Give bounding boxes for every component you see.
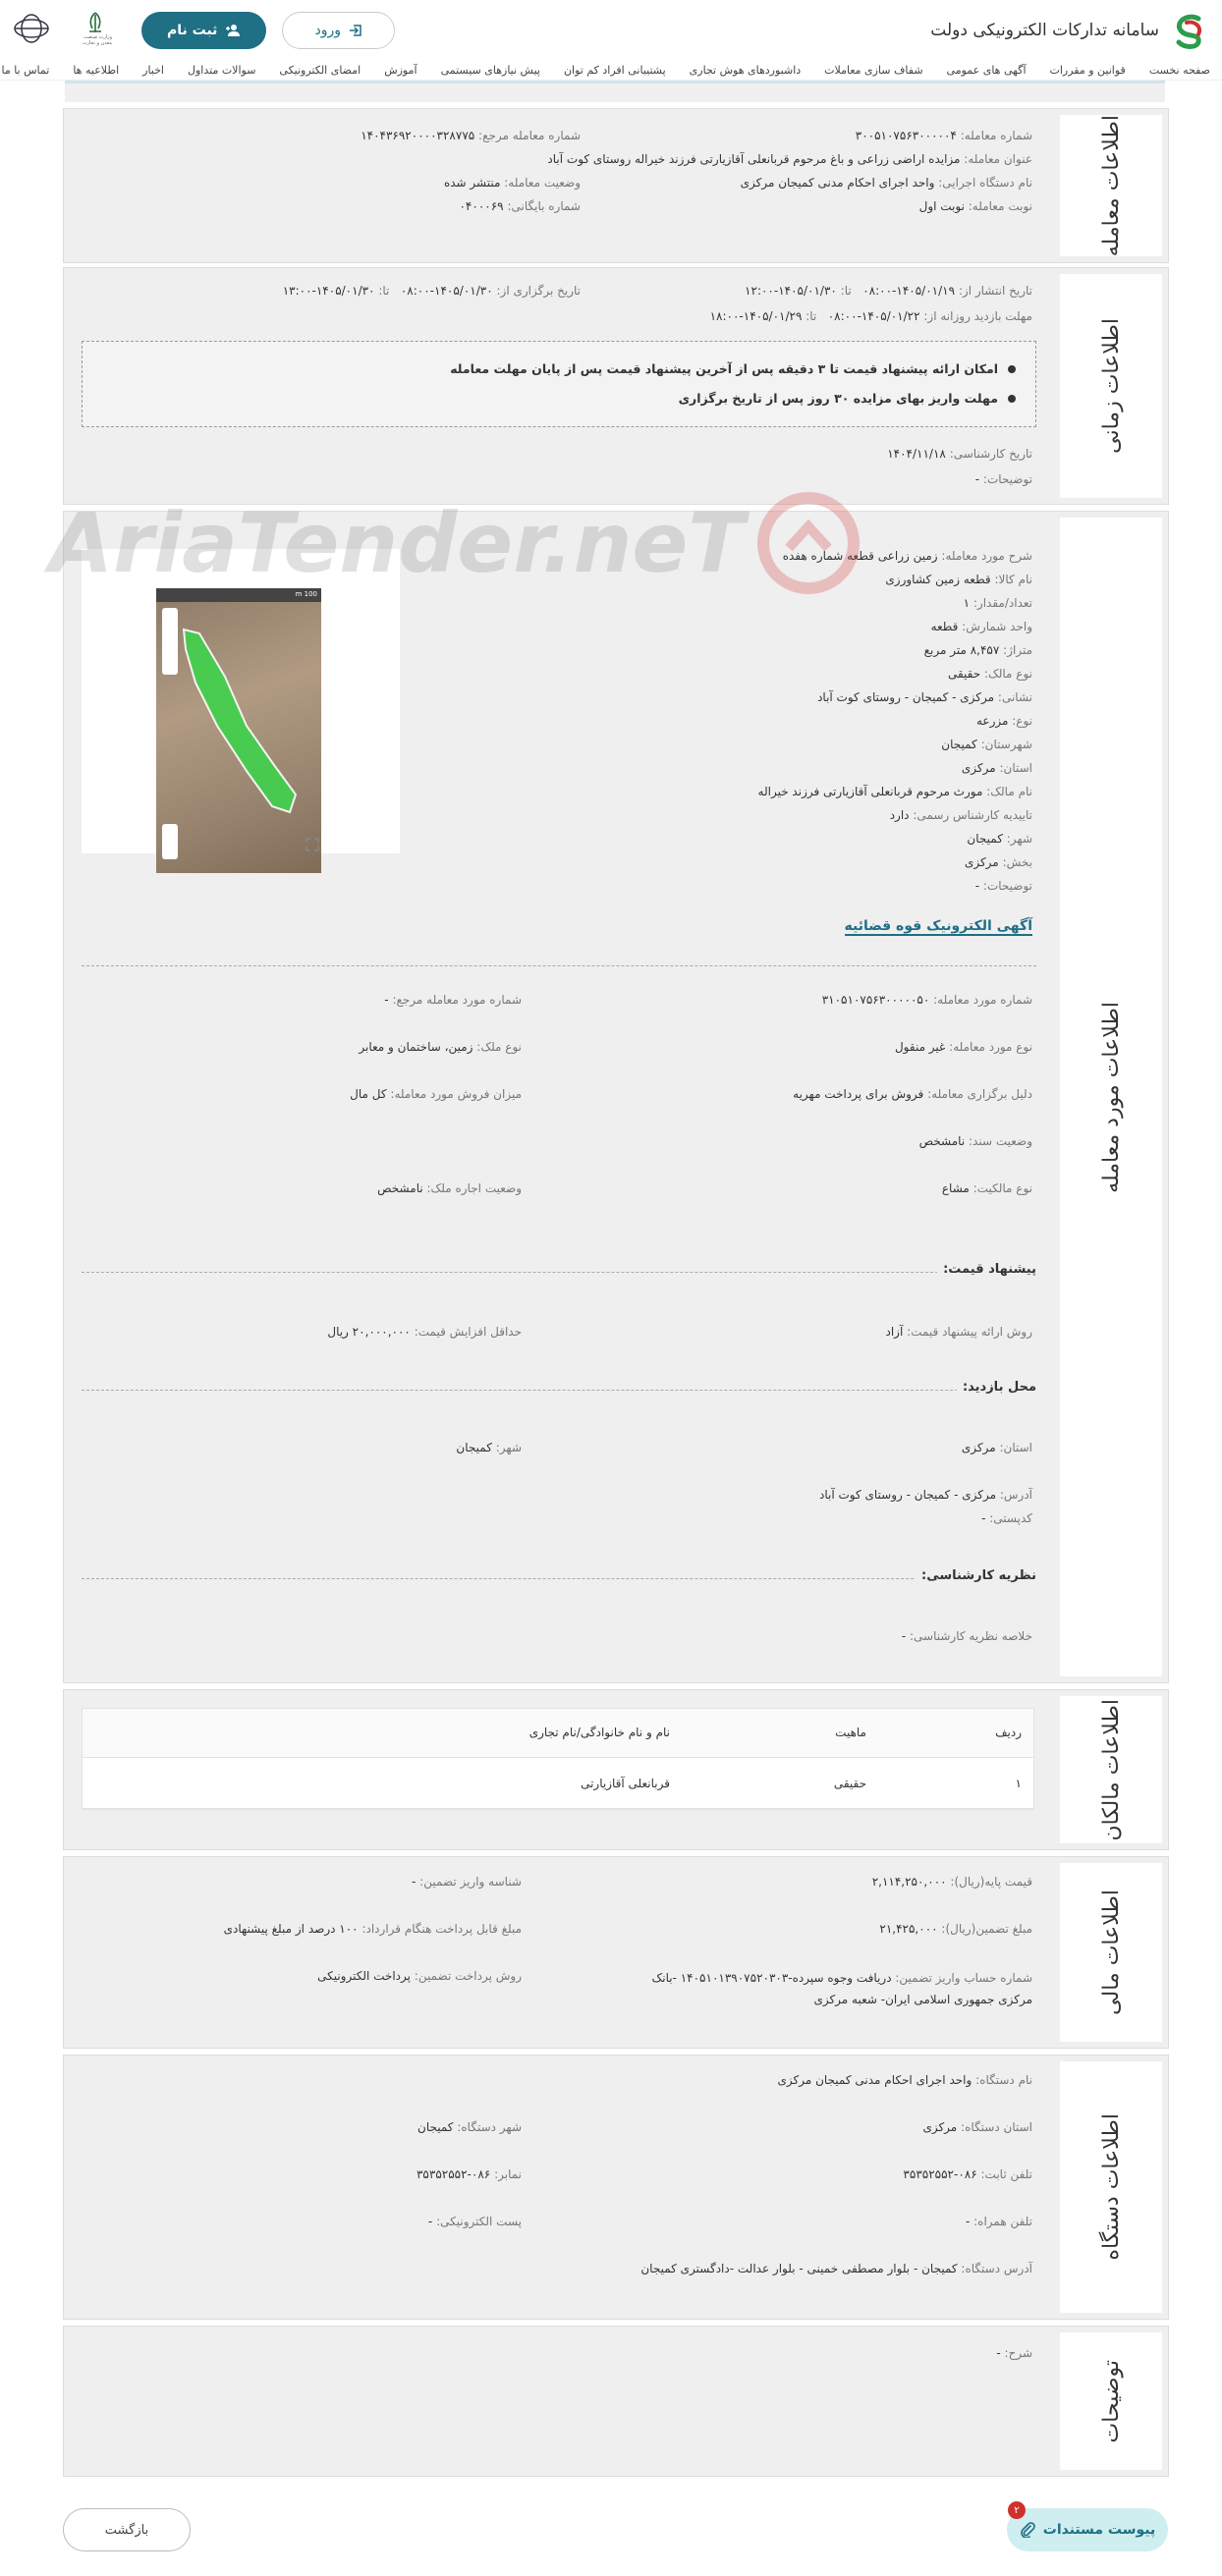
- deal-ref-number: ۱۴۰۴۳۶۹۲۰۰۰۰۳۲۸۷۷۵: [361, 129, 475, 142]
- time-info-panel: اطلاعات زمانی تاریخ انتشار از: ۱۴۰۵/۰۱/۱۹-۰۸:۰۰ تا: ۱۴۰۵/۰۱/۳۰-۱۲:۰۰ تاریخ برگزاری از: ۱۴۰۵/۰۱/۳۰-۰۸:۰۰ تا: ۱۴۰۵/۰۱/۳۰-۱۳:۰۰ مهلت بازدید روزانه از: ۱۴۰۵/۰۱/۲۲-۰۸:۰۰ تا: ۱۴۰۵/۰۱/۲۹-۱۸:۰۰ امکان ارائه پیشنهاد قیمت تا ۳ دقیقه پس از آخرین پیشنهاد قیمت پس از پایان مهلت معامله مهلت واریز بهای مزایده ۳۰ روز پس از تاریخ برگزاری تاریخ کارشناسی: ۱۴۰۴/۱۱/۱۸ توضیحات: -: [63, 267, 1169, 505]
- visit-section-title: محل بازدید:: [957, 1380, 1036, 1395]
- site-title: سامانه تدارکات الکترونیکی دولت: [930, 21, 1159, 40]
- item-type: مزرعه: [975, 714, 1009, 728]
- divider: [82, 1272, 1036, 1273]
- agency-name: واحد اجرای احکام مدنی کمیجان مرکزی: [777, 2073, 972, 2087]
- divider: [82, 965, 1036, 966]
- guarantee-account: دریافت وجوه سپرده-۱۴۰۵۱۰۱۳۹۰۷۵۲۰۳۰۳ -بانک مرکزی جمهوری اسلامی ایران- شعبه مرکزی: [651, 1971, 1032, 2006]
- main-nav: [0, 61, 1222, 81]
- back-button[interactable]: بازگشت: [63, 2508, 191, 2551]
- parcel-polygon-icon: [156, 588, 321, 873]
- panel-title: توضیحات: [1060, 2327, 1168, 2476]
- site-logo-icon: [1169, 11, 1210, 50]
- deal-reason: فروش برای پرداخت مهریه: [793, 1087, 924, 1101]
- nav-item[interactable]: آگهی های عمومی: [946, 64, 1027, 77]
- finance-panel: اطلاعات مالی قیمت پایه(ریال): ۲,۱۱۴,۲۵۰,۰۰۰ شناسه واریز تضمین: - مبلغ تضمین(ریال): ۲۱,۴۲۵,۰۰۰ مبلغ قابل پرداخت هنگام قرارداد: ۱۰۰ درصد از مبلغ پیشنهادی شماره حساب واریز تضمین: دریافت وجوه سپرده-۱۴۰۵۱۰۱۳۹۰۷۵۲۰۳۰۳ -بانک مرکزی جمهوری اسلامی ایران- شعبه مرکزی روش پرداخت تضمین: پرداخت الکترونیکی: [63, 1856, 1169, 2049]
- hold-from: ۱۴۰۵/۰۱/۳۰-۰۸:۰۰: [400, 284, 493, 298]
- agency-panel: اطلاعات دستگاه نام دستگاه: واحد اجرای احکام مدنی کمیجان مرکزی استان دستگاه: مرکزی شهر دستگاه: کمیجان تلفن ثابت: ۰۸۶-۳۵۳۵۲۵۵۲ نمابر: ۰۸۶-۳۵۳۵۲۵۵۲ تلفن همراه: - پست الکترونیکی: - آدرس دستگاه: کمیجان - بلوار مصطفی خمینی - بلوار عدالت -دادگستری کمیجان: [63, 2055, 1169, 2320]
- panel-title: اطلاعات زمانی: [1060, 268, 1168, 504]
- item-address: مرکزی - کمیجان - روستای کوت آباد: [817, 690, 995, 704]
- notes-box: [82, 341, 1036, 427]
- auth-buttons: [141, 12, 395, 49]
- item-info-panel: اطلاعات مورد معامله 100 m شرح مورد معامله: زمین زراعی قطعه شماره هفده نام کالا: قطعه زمین کشاورزی تعداد/مقدار: ۱ واحد شمارش: قطعه متراژ: ۸,۴۵۷ متر مربع نوع مالک: حقیقی نشانی: مرکزی - کمیجان - روستای کوت آباد نوع: مزرعه شهرستان: کمیجان استان: مرکزی نام مالک: مورث مرحوم قربانعلی آقازیارتی فرزند خیراله تاییدیه کارشناس رسمی: دارد شهر: کمیجان بخش: مرکزی توضیحات: - آگهی الکترونیک قوه قضائیه شماره مورد معامله: ۳۱۰۵۱۰۷۵۶۳۰۰۰۰۰۵۰ شماره مورد معامله مرجع: - نوع مورد معامله: غیر منقول نوع ملک: زمین، ساختمان و معابر دلیل برگزاری معامله: فروش برای پرداخت مهریه میزان فروش مورد معامله: کل مال وضعیت سند: نامشخص نوع مالکیت: مشاع وضعیت اجاره ملک: نامشخص پیشنهاد قیمت: روش ارائه پیشنهاد قیمت: آزاد حداقل افزایش قیمت: ۲۰,۰۰۰,۰۰۰ ریال محل بازدید: استان: مرکزی شهر: کمیجان آدرس: مرکزی - کمیجان - روستای کوت آباد کدپستی: - نظریه کارشناسی: خلاصه نظریه کارشناسی: -: [63, 511, 1169, 1683]
- satellite-map[interactable]: [156, 588, 321, 873]
- min-increase: ۲۰,۰۰۰,۰۰۰ ریال: [327, 1325, 411, 1339]
- table-header: [83, 1709, 1033, 1758]
- agency-fax: ۰۸۶-۳۵۳۵۲۵۵۲: [416, 2167, 491, 2181]
- deal-turn: نوبت اول: [918, 199, 965, 213]
- bid-method: آزاد: [885, 1325, 904, 1339]
- price-section-title: پیشنهاد قیمت:: [937, 1262, 1036, 1277]
- ownership-type: مشاع: [941, 1181, 970, 1195]
- document-status: نامشخص: [918, 1134, 966, 1148]
- panel-title: اطلاعات دستگاه: [1060, 2055, 1168, 2319]
- panel-title: اطلاعات معامله: [1060, 109, 1168, 262]
- notes-desc: -: [996, 2346, 1001, 2360]
- nav-item[interactable]: شفاف سازی معاملات: [824, 64, 923, 77]
- owners-panel: [63, 1689, 1169, 1850]
- attachments-count-badge: ۲: [1008, 2501, 1026, 2519]
- item-notes: -: [974, 879, 980, 893]
- lease-status: نامشخص: [377, 1181, 423, 1195]
- top-strip: [65, 81, 1165, 102]
- agency-address: کمیجان - بلوار مصطفی خمینی - بلوار عدالت -دادگستری کمیجان: [640, 2262, 958, 2275]
- nav-item[interactable]: آموزش: [384, 64, 417, 77]
- paperclip-icon: [1020, 2522, 1035, 2538]
- panel-title: اطلاعات مالکان: [1060, 1690, 1168, 1849]
- watermark-text: AriaTender.neT: [49, 495, 745, 591]
- deal-status: منتشر شده: [443, 176, 501, 190]
- agency-email: -: [427, 2215, 433, 2228]
- column-header: ماهیت: [835, 1726, 866, 1739]
- attachments-label: پیوست مستندات: [1042, 2522, 1156, 2538]
- register-button[interactable]: [141, 12, 266, 49]
- site-header: [0, 0, 1222, 61]
- item-province: مرکزی: [961, 761, 996, 775]
- judiciary-ad-link[interactable]: آگهی الکترونیک قوه قضائیه: [844, 918, 1032, 934]
- contract-payment: ۱۰۰ درصد از مبلغ پیشنهادی: [223, 1922, 359, 1936]
- divider: [82, 1390, 1036, 1391]
- base-price: ۲,۱۱۴,۲۵۰,۰۰۰: [871, 1875, 947, 1889]
- nav-item[interactable]: امضای الکترونیکی: [279, 64, 361, 77]
- deal-agency: واحد اجرای احکام مدنی کمیجان مرکزی: [740, 176, 935, 190]
- property-type: زمین، ساختمان و معابر: [359, 1040, 473, 1054]
- nav-item[interactable]: پشتیبانی افراد کم توان: [563, 64, 666, 77]
- item-city: کمیجان: [967, 832, 1003, 846]
- panel-title: اطلاعات مورد معامله: [1060, 512, 1168, 1682]
- nav-item[interactable]: اطلاعیه ها: [73, 64, 120, 77]
- item-desc: زمین زراعی قطعه شماره هفده: [782, 549, 938, 563]
- nav-item[interactable]: قوانین و مقررات: [1049, 64, 1126, 77]
- brand[interactable]: [930, 11, 1210, 50]
- item-number: ۳۱۰۵۱۰۷۵۶۳۰۰۰۰۰۵۰: [821, 993, 930, 1007]
- panel-title: اطلاعات مالی: [1060, 1857, 1168, 2048]
- item-district: مرکزی: [964, 855, 999, 869]
- divider: [82, 1578, 1036, 1579]
- item-unit: قطعه: [930, 620, 959, 633]
- zoom-controls[interactable]: [162, 824, 178, 859]
- item-qty: ۱: [963, 596, 971, 610]
- login-icon: [349, 24, 362, 37]
- payment-id: -: [412, 1875, 417, 1889]
- nav-item[interactable]: تماس با ما: [1, 64, 50, 77]
- note-item: امکان ارائه پیشنهاد قیمت تا ۳ دقیقه پس از آخرین پیشنهاد قیمت پس از پایان مهلت معامله: [450, 361, 1016, 376]
- table-cell: ۱: [1015, 1777, 1022, 1790]
- item-expert-approval: دارد: [889, 808, 910, 822]
- login-button[interactable]: [282, 12, 395, 49]
- attachments-button[interactable]: [1007, 2508, 1168, 2551]
- notes-panel: توضیحات شرح: -: [63, 2326, 1169, 2477]
- item-owner-type: حقیقی: [947, 667, 981, 681]
- hold-to: ۱۴۰۵/۰۱/۳۰-۱۳:۰۰: [282, 284, 375, 298]
- fullscreen-icon[interactable]: [306, 838, 319, 851]
- expert-summary: -: [901, 1629, 907, 1643]
- sale-amount: کل مال: [350, 1087, 387, 1101]
- item-ref-number: -: [384, 993, 389, 1007]
- deal-info-panel: اطلاعات معامله شماره معامله: ۳۰۰۵۱۰۷۵۶۳۰۰۰۰۰۴ شماره معامله مرجع: ۱۴۰۴۳۶۹۲۰۰۰۰۳۲۸۷۷۵ عنوان معامله: مزایده اراضی زراعی و باغ مرحوم قربانعلی آقازیارتی فرزند خیراله روستای کوت آباد نام دستگاه اجرایی: واحد اجرای احکام مدنی کمیجان مرکزی وضعیت معامله: منتشر شده نوبت معامله: نوبت اول شماره بایگانی: ۰۴۰۰۰۶۹: [63, 108, 1169, 263]
- ministry-globe-icon: [12, 14, 51, 47]
- deal-subject: مزایده اراضی زراعی و باغ مرحوم قربانعلی آقازیارتی فرزند خیراله روستای کوت آباد: [547, 152, 961, 166]
- agency-province: مرکزی: [922, 2120, 958, 2134]
- emblem-caption: وزارت صنعت، معدن و تجارت: [82, 34, 112, 46]
- nav-item[interactable]: اخبار: [142, 64, 164, 77]
- gov-logos: [12, 11, 112, 50]
- item-kind: غیر منقول: [894, 1040, 946, 1054]
- nav-item[interactable]: پیش نیازهای سیستمی: [440, 64, 540, 77]
- expert-section-title: نظریه کارشناسی:: [916, 1568, 1036, 1583]
- item-owner-name: مورث مرحوم قربانعلی آقازیارتی فرزند خیراله: [757, 785, 983, 798]
- item-county: کمیجان: [941, 738, 977, 751]
- visit-postal: -: [981, 1511, 986, 1525]
- visit-city: کمیجان: [456, 1441, 492, 1454]
- visit-to: ۱۴۰۵/۰۱/۲۹-۱۸:۰۰: [709, 309, 803, 323]
- column-header: نام و نام خانوادگی/نام تجاری: [528, 1726, 670, 1739]
- publish-from: ۱۴۰۵/۰۱/۱۹-۰۸:۰۰: [862, 284, 956, 298]
- deal-number: ۳۰۰۵۱۰۷۵۶۳۰۰۰۰۰۴: [855, 129, 957, 142]
- visit-from: ۱۴۰۵/۰۱/۲۲-۰۸:۰۰: [827, 309, 920, 323]
- register-label: ثبت نام: [167, 23, 218, 38]
- note-item: مهلت واریز بهای مزایده ۳۰ روز پس از تاریخ برگزاری: [679, 391, 1016, 406]
- guarantee-method: پرداخت الکترونیکی: [317, 1969, 411, 1983]
- table-cell: قربانعلی آقازیارتی: [581, 1777, 670, 1790]
- nav-item[interactable]: داشبوردهای هوش تجاری: [689, 64, 802, 77]
- item-goods-name: قطعه زمین کشاورزی: [885, 573, 991, 586]
- guarantee-amount: ۲۱,۴۲۵,۰۰۰: [879, 1922, 938, 1936]
- visit-address: مرکزی - کمیجان - روستای کوت آباد: [818, 1488, 996, 1502]
- agency-mobile: -: [965, 2215, 971, 2228]
- item-area: ۸,۴۵۷ متر مربع: [923, 643, 1000, 657]
- column-header: ردیف: [995, 1726, 1022, 1739]
- login-label: ورود: [314, 23, 341, 38]
- owners-table: [82, 1708, 1034, 1810]
- table-cell: حقیقی: [833, 1777, 866, 1790]
- add-user-icon: [225, 24, 241, 37]
- publish-to: ۱۴۰۵/۰۱/۳۰-۱۲:۰۰: [745, 284, 837, 298]
- agency-phone: ۰۸۶-۳۵۳۵۲۵۵۲: [903, 2167, 977, 2181]
- archive-number: ۰۴۰۰۰۶۹: [459, 199, 504, 213]
- map-card[interactable]: [82, 549, 400, 853]
- time-desc: -: [974, 472, 980, 486]
- nav-item[interactable]: صفحه نخست: [1148, 64, 1210, 77]
- iran-emblem-logo: [79, 11, 112, 50]
- expert-date: ۱۴۰۴/۱۱/۱۸: [887, 447, 946, 461]
- agency-city: کمیجان: [417, 2120, 454, 2134]
- map-scale: 100 m: [156, 588, 321, 602]
- nav-item[interactable]: سوالات متداول: [187, 64, 256, 77]
- table-row: [83, 1760, 1033, 1809]
- map-controls[interactable]: [162, 608, 178, 675]
- visit-province: مرکزی: [961, 1441, 996, 1454]
